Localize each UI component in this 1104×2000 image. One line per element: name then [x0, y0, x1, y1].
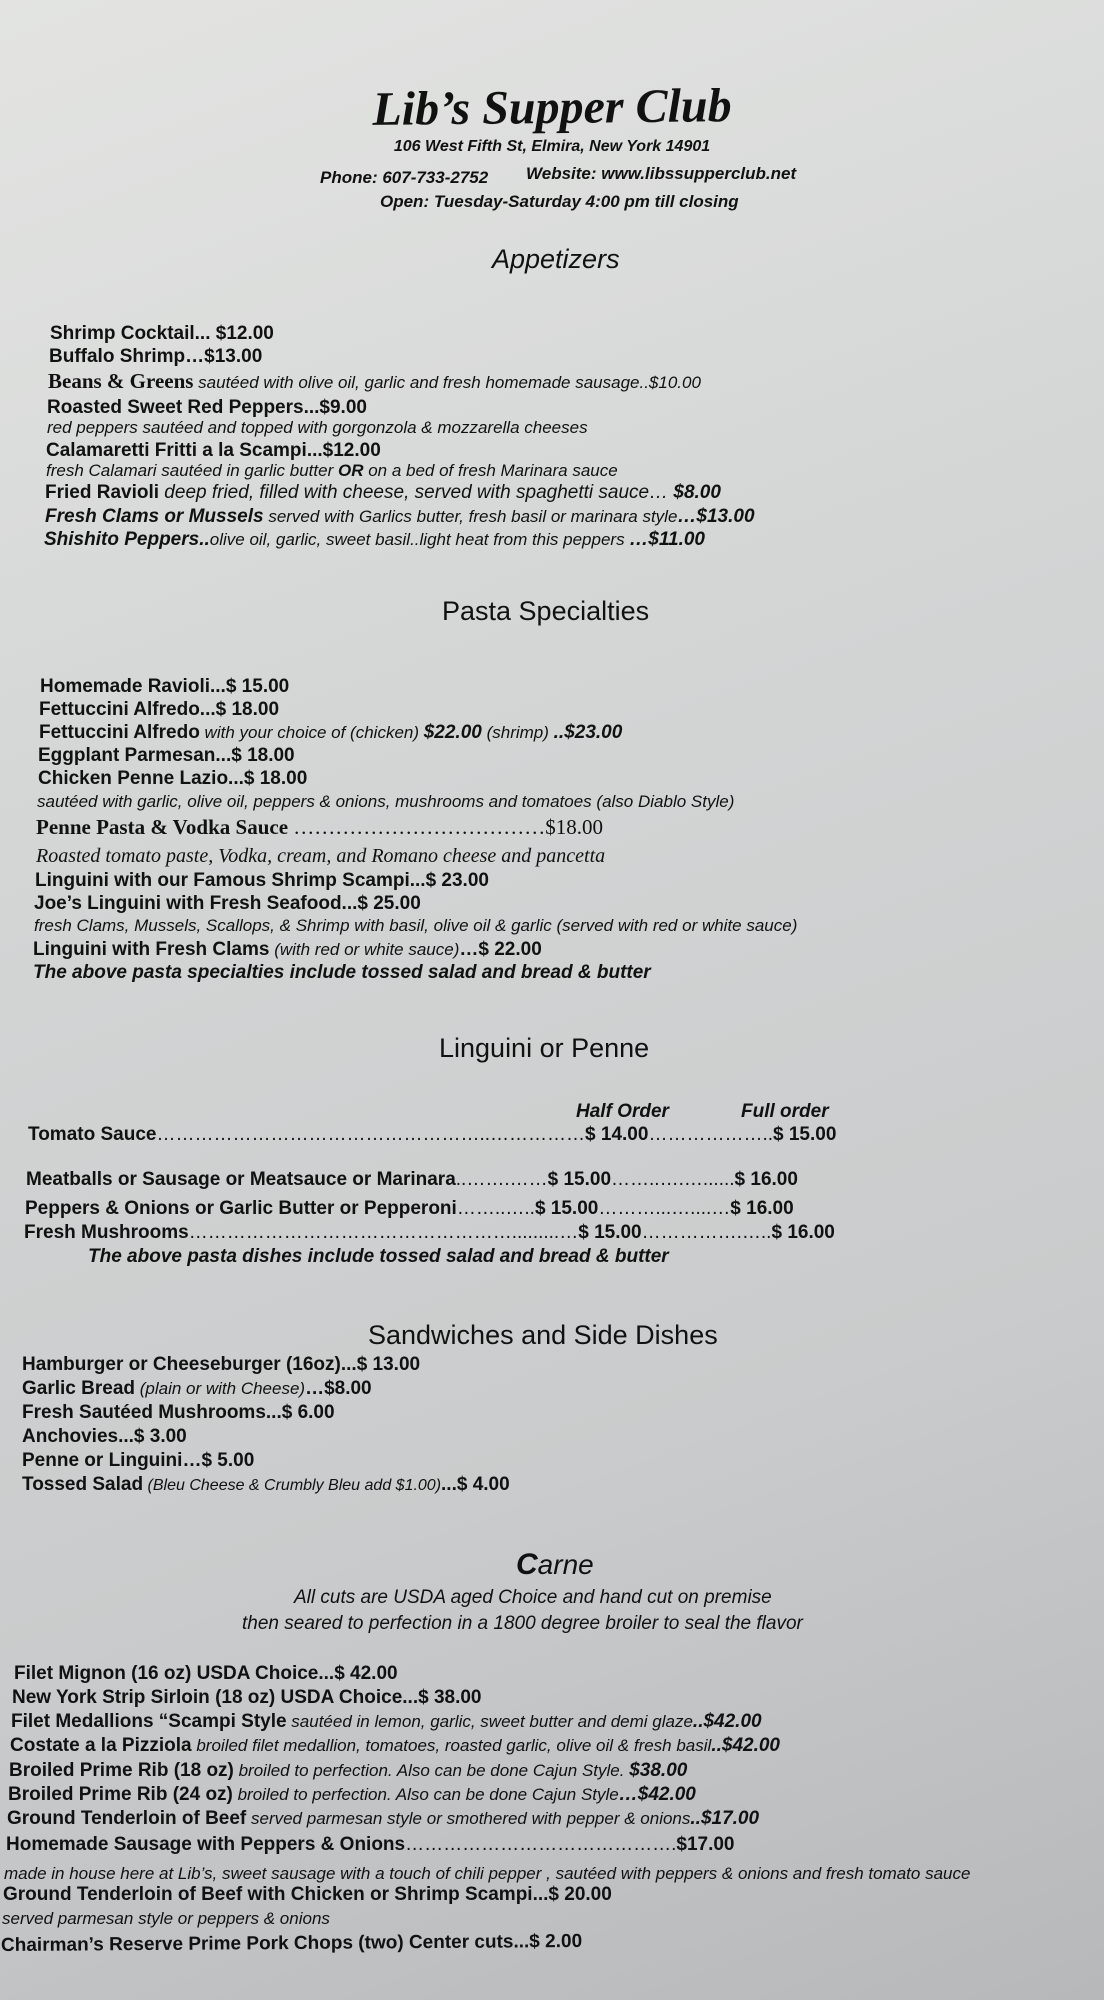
row-half-price: $ 14.00 — [585, 1124, 649, 1145]
restaurant-phone: Phone: 607-733-2752 — [320, 168, 489, 187]
item-price: ..$42.00 — [711, 1735, 780, 1756]
carne-intro: All cuts are USDA aged Choice and hand cut on premise — [294, 1587, 772, 1608]
item-dots: ……………………………………. — [405, 1834, 677, 1855]
menu-item: Calamaretti Fritti a la Scampi...$12.00 — [46, 440, 381, 461]
item-price: ..$23.00 — [553, 722, 623, 743]
carne-heading — [516, 1548, 594, 1582]
item-desc-part: fresh Calamari sautéed in garlic butter — [46, 461, 338, 480]
menu-item — [48, 370, 701, 394]
menu-item — [7, 1808, 759, 1830]
price-row — [24, 1222, 835, 1244]
pasta-heading: Pasta Specialties — [442, 596, 650, 626]
item-desc — [46, 461, 618, 481]
row-full-price: $ 16.00 — [730, 1198, 794, 1219]
item-desc: broiled to perfection. Also can be done Cajun Style. — [233, 1761, 630, 1780]
menu-item: Filet Mignon (16 oz) USDA Choice...$ 42.00 — [14, 1663, 398, 1684]
menu-item: Chicken Penne Lazio...$ 18.00 — [38, 768, 308, 789]
item-desc: made in house here at Lib’s, sweet sausage with a touch of chili pepper , sautéed with peppers & onions and fresh tomato sauce — [4, 1864, 971, 1883]
row-dots: ……………………………………………..…………… — [156, 1124, 586, 1145]
price-row — [26, 1169, 798, 1191]
linguini-footnote: The above pasta dishes include tossed salad and bread & butter — [88, 1246, 669, 1267]
item-desc: served with Garlics butter, fresh basil or marinara style — [263, 507, 678, 526]
item-name: Beans & Greens — [48, 369, 194, 393]
menu-item: Linguini with our Famous Shrimp Scampi...$ 23.00 — [35, 870, 489, 891]
menu-item: Fettuccini Alfredo...$ 18.00 — [39, 699, 280, 720]
menu-item: Hamburger or Cheeseburger (16oz)...$ 13.00 — [22, 1354, 421, 1375]
item-price: …$ 22.00 — [459, 939, 542, 960]
row-name: Fresh Mushrooms — [24, 1222, 189, 1243]
row-dots: ..…….…… — [455, 1169, 548, 1190]
item-name: Costate a la Pizziola — [10, 1735, 192, 1756]
menu-item — [45, 482, 721, 504]
item-price: $8.00 — [673, 482, 721, 503]
menu-item: Buffalo Shrimp…$13.00 — [49, 346, 263, 367]
restaurant-address: 106 West Fifth St, Elmira, New York 14901 — [393, 138, 711, 155]
row-full-price: $ 15.00 — [773, 1124, 837, 1145]
item-desc: sautéed in lemon, garlic, sweet butter and demi glaze — [286, 1712, 693, 1731]
item-price: ...$ 4.00 — [441, 1474, 510, 1495]
item-name: Homemade Sausage with Peppers & Onions — [6, 1834, 406, 1855]
pasta-footnote: The above pasta specialties include tossed salad and bread & butter — [33, 962, 651, 983]
item-desc: deep fried, filled with cheese, served with spaghetti sauce… — [159, 482, 674, 503]
item-name: Fried Ravioli — [45, 482, 160, 503]
item-desc: sautéed with garlic, olive oil, peppers & onions, mushrooms and tomatoes (also Diablo Style) — [37, 792, 735, 811]
item-desc: with your choice of (chicken) — [199, 723, 424, 742]
item-desc: (Bleu Cheese & Crumbly Bleu add $1.00) — [143, 1477, 442, 1494]
half-order-label: Half Order — [576, 1101, 669, 1122]
price-row — [28, 1124, 836, 1146]
item-desc: (plain or with Cheese) — [135, 1379, 306, 1398]
carne-heading-rest: arne — [537, 1549, 594, 1580]
item-price: $38.00 — [629, 1760, 688, 1781]
item-desc: (with red or white sauce) — [269, 940, 460, 959]
row-half-price: $ 15.00 — [578, 1222, 642, 1243]
item-desc: broiled filet medallion, tomatoes, roasted garlic, olive oil & fresh basil — [191, 1736, 712, 1755]
item-desc: broiled to perfection. Also can be done Cajun Style — [232, 1785, 619, 1804]
item-desc-or: OR — [337, 461, 364, 480]
price-row — [25, 1198, 794, 1220]
row-name: Tomato Sauce — [28, 1124, 157, 1145]
restaurant-website: Website: www.libssupperclub.net — [526, 164, 797, 183]
menu-item — [10, 1735, 780, 1757]
item-name: Shishito Peppers.. — [44, 529, 210, 550]
item-name: Ground Tenderloin of Beef — [7, 1808, 247, 1829]
item-desc: olive oil, garlic, sweet basil..light heat from this peppers — [209, 530, 630, 549]
menu-item: Penne or Linguini…$ 5.00 — [22, 1450, 255, 1471]
row-full-price: $ 16.00 — [771, 1222, 835, 1243]
menu-item — [22, 1378, 372, 1400]
row-dots: …………….….. — [641, 1222, 772, 1243]
item-price: …$13.00 — [677, 506, 755, 527]
item-price: ..$17.00 — [690, 1808, 760, 1829]
menu-item — [44, 529, 705, 551]
row-dots: ……………….. — [648, 1124, 773, 1145]
item-name: Fresh Clams or Mussels — [45, 506, 264, 527]
item-desc: fresh Clams, Mussels, Scallops, & Shrimp with basil, olive oil & garlic (served with red or white sauce) — [34, 916, 798, 935]
row-full-price: $ 16.00 — [734, 1169, 798, 1190]
item-desc-part: on a bed of fresh Marinara sauce — [363, 461, 618, 480]
menu-item: Anchovies...$ 3.00 — [22, 1426, 187, 1447]
restaurant-title: Lib’s Supper Club — [372, 79, 732, 136]
item-desc: served parmesan style or peppers & onions — [2, 1909, 330, 1928]
menu-item: Homemade Ravioli...$ 15.00 — [40, 676, 290, 697]
menu-item: New York Strip Sirloin (18 oz) USDA Choice...$ 38.00 — [12, 1687, 482, 1708]
menu-item — [8, 1784, 696, 1806]
item-price: ..$42.00 — [692, 1711, 762, 1732]
item-name: Penne Pasta & Vodka Sauce — [36, 815, 294, 839]
row-half-price: $ 15.00 — [547, 1169, 612, 1190]
item-desc: sautéed with olive oil, garlic and fresh homemade sausage..$10.00 — [193, 373, 701, 392]
item-price: $17.00 — [676, 1834, 735, 1855]
item-name: Linguini with Fresh Clams — [33, 939, 270, 960]
menu-item — [39, 722, 622, 744]
menu-item — [6, 1834, 735, 1856]
menu-item: Ground Tenderloin of Beef with Chicken or Shrimp Scampi...$ 20.00 — [3, 1884, 612, 1905]
item-name: Tossed Salad — [22, 1474, 144, 1495]
menu-item — [33, 939, 542, 961]
carne-intro: then seared to perfection in a 1800 degree broiler to seal the flavor — [242, 1613, 803, 1634]
item-desc: red peppers sautéed and topped with gorgonzola & mozzarella cheeses — [47, 418, 588, 437]
row-dots: ………...…....… — [598, 1198, 731, 1219]
item-desc: Roasted tomato paste, Vodka, cream, and Romano cheese and pancetta — [36, 845, 606, 867]
carne-heading-initial: C — [516, 1548, 538, 1581]
menu-item — [9, 1760, 687, 1782]
linguini-heading: Linguini or Penne — [439, 1033, 650, 1063]
menu-item: Roasted Sweet Red Peppers...$9.00 — [47, 397, 367, 418]
row-name: Peppers & Onions or Garlic Butter or Pepperoni — [25, 1198, 457, 1219]
item-price: …$42.00 — [618, 1784, 696, 1805]
item-price: …$8.00 — [305, 1378, 372, 1399]
menu-item: Fresh Sautéed Mushrooms...$ 6.00 — [22, 1402, 335, 1423]
row-dots: ……..….. — [456, 1198, 535, 1219]
item-price: …$11.00 — [629, 529, 705, 550]
menu-item: Joe’s Linguini with Fresh Seafood...$ 25.00 — [34, 893, 421, 914]
item-name: Filet Medallions “Scampi Style — [11, 1711, 287, 1732]
item-name: Broiled Prime Rib (24 oz) — [8, 1784, 233, 1805]
menu-item — [45, 506, 755, 528]
menu-item: Eggplant Parmesan...$ 18.00 — [38, 745, 295, 766]
menu-item: Chairman’s Reserve Prime Pork Chops (two) Center cuts...$ 2.00 — [0, 1930, 583, 1957]
appetizers-heading: Appetizers — [492, 244, 620, 274]
menu-item — [36, 815, 603, 840]
row-name: Meatballs or Sausage or Meatsauce or Marinara — [26, 1169, 456, 1190]
item-price: $18.00 — [545, 815, 604, 839]
item-desc: served parmesan style or smothered with pepper & onions — [246, 1809, 691, 1828]
item-name: Garlic Bread — [22, 1378, 135, 1399]
item-dots: ……………………………… — [293, 815, 546, 839]
menu-item — [22, 1474, 510, 1497]
item-name: Fettuccini Alfredo — [39, 722, 200, 743]
sandwiches-heading: Sandwiches and Side Dishes — [368, 1320, 718, 1350]
item-desc: (shrimp) — [481, 723, 554, 742]
row-dots: …………………………………………….........… — [188, 1222, 579, 1243]
item-name: Broiled Prime Rib (18 oz) — [9, 1760, 234, 1781]
menu-item — [11, 1711, 762, 1733]
restaurant-hours: Open: Tuesday-Saturday 4:00 pm till closing — [380, 192, 739, 211]
menu-item: Shrimp Cocktail... $12.00 — [50, 323, 274, 344]
full-order-label: Full order — [741, 1101, 829, 1122]
row-dots: ……..….…...... — [611, 1169, 735, 1190]
item-price: $22.00 — [423, 722, 482, 743]
row-half-price: $ 15.00 — [534, 1198, 599, 1219]
